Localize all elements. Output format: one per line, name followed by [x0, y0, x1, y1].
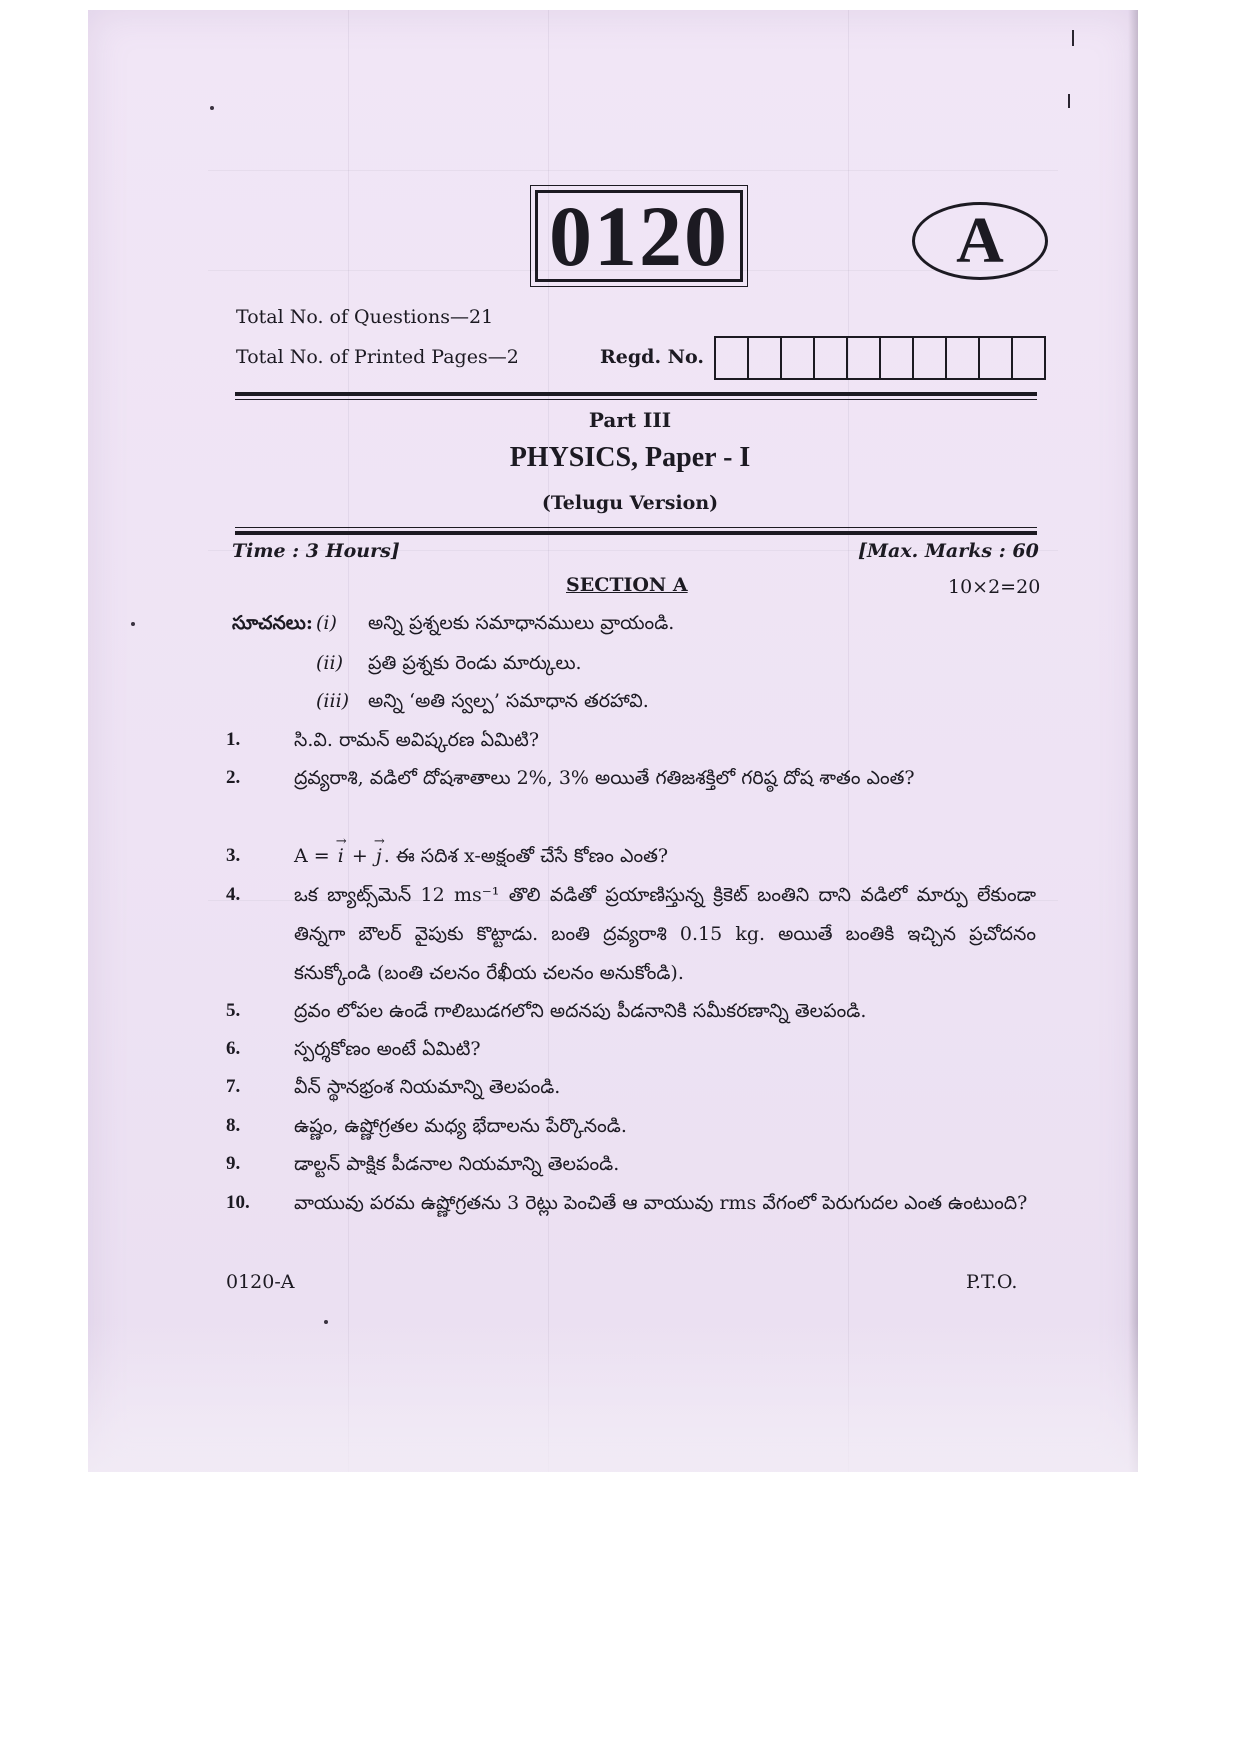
instruction-text: అన్ని ‘అతి స్వల్ప’ సమాధాన తరహావి.	[368, 690, 649, 712]
question-number: 3.	[226, 845, 241, 866]
question-text: . ఈ సదిశ x-అక్షంతో చేసే కోణం ఎంత?	[383, 845, 669, 867]
regd-digit-box	[747, 336, 782, 380]
scan-speck	[210, 106, 214, 110]
max-marks-label: [Max. Marks : 60	[858, 540, 1039, 562]
regd-digit-box	[912, 336, 947, 380]
instruction-num: (iii)	[316, 690, 350, 712]
section-heading: SECTION A	[566, 574, 688, 596]
header-rule	[235, 392, 1037, 396]
page-shadow	[1128, 10, 1138, 1472]
regd-digit-box	[846, 336, 881, 380]
page-fade	[88, 1322, 1138, 1472]
footer-code: 0120-A	[226, 1271, 295, 1293]
bleed-through-line	[208, 170, 1058, 171]
instructions-label: సూచనలు:	[232, 612, 313, 634]
question-number: 2.	[226, 767, 241, 788]
question-text: ఉష్ణం, ఉష్ణోగ్రతల మధ్య భేదాలను పేర్కొనండి.	[294, 1115, 627, 1137]
regd-digit-box	[879, 336, 914, 380]
vector-prefix: A =	[294, 845, 330, 867]
instruction-text: అన్ని ప్రశ్నలకు సమాధానములు వ్రాయండి.	[368, 612, 675, 634]
question-number: 4.	[226, 884, 241, 905]
total-questions: Total No. of Questions—21	[236, 306, 494, 328]
question-text: వీన్ స్థానభ్రంశ నియమాన్ని తెలపండి.	[294, 1076, 561, 1098]
instruction-num: (ii)	[316, 652, 343, 674]
question-text: ద్రవ్యరాశి, వడిలో దోషశాతాలు 2%, 3% అయితే గతిజశక్తిలో గరిష్ఠ దోష శాతం ఎంత?	[294, 767, 915, 789]
question-text: ద్రవం లోపల ఉండే గాలిబుడగలోని అదనపు పీడనానికి సమీకరణాన్ని తెలపండి.	[294, 1000, 867, 1022]
question-item	[226, 767, 1036, 847]
regd-digit-box	[813, 336, 848, 380]
regd-digit-box	[945, 336, 980, 380]
regd-digit-box	[1011, 336, 1046, 380]
meta-rule-thin	[235, 527, 1037, 528]
vector-plus: +	[351, 845, 368, 867]
instruction-text: ప్రతి ప్రశ్నకు రెండు మార్కులు.	[368, 652, 582, 674]
question-text-vector	[294, 837, 1036, 876]
regd-label: Regd. No.	[600, 346, 704, 368]
header-rule-thin	[235, 399, 1037, 400]
question-number: 9.	[226, 1153, 241, 1174]
scan-speck	[131, 622, 135, 626]
question-text: సి.వి. రామన్ అవిష్కరణ ఏమిటి?	[294, 729, 540, 751]
total-pages: Total No. of Printed Pages—2	[236, 346, 519, 368]
question-item	[226, 884, 1036, 1004]
question-item	[226, 1192, 1036, 1272]
question-number: 5.	[226, 1000, 241, 1021]
regd-digit-box	[714, 336, 749, 380]
question-text: స్పర్శకోణం అంటే ఏమిటి?	[294, 1038, 481, 1060]
question-text: డాల్టన్ పాక్షిక పీడనాల నియమాన్ని తెలపండి.	[294, 1153, 620, 1175]
subject-title: PHYSICS, Paper - I	[509, 442, 751, 473]
scan-mark	[1072, 30, 1074, 46]
part-label: Part III	[588, 408, 672, 432]
question-text: ఒక బ్యాట్స్‌మెన్ 12 ms⁻¹ తొలి వడితో ప్రయాణిస్తున్న క్రికెట్ బంతిని దాని వడిలో మార్పు లేకుండా తిన్నగా బౌలర్ వైపుకు కొట్టాడు. బంతి ద్రవ్యరాశి 0.15 kg. అయితే బంతికి ఇచ్చిన ప్రచోదనం కనుక్కోండి (బంతి చలనం రేఖీయ చలనం అనుకోండి).	[294, 884, 1036, 984]
vector-i: → i	[336, 837, 346, 876]
scan-mark	[1068, 94, 1070, 108]
time-label: Time : 3 Hours]	[232, 540, 400, 562]
regd-number-boxes	[716, 336, 1046, 380]
version-label: (Telugu Version)	[541, 492, 719, 514]
question-number: 1.	[226, 729, 241, 750]
series-oval: A	[912, 202, 1048, 280]
regd-digit-box	[780, 336, 815, 380]
section-marks: 10×2=20	[948, 576, 1041, 598]
regd-digit-box	[978, 336, 1013, 380]
meta-rule	[235, 531, 1037, 535]
question-number: 7.	[226, 1076, 241, 1097]
question-number: 6.	[226, 1038, 241, 1059]
footer-pto: P.T.O.	[966, 1271, 1018, 1293]
instruction-num: (i)	[316, 612, 337, 634]
question-number: 10.	[226, 1192, 250, 1213]
scan-speck	[324, 1320, 328, 1324]
paper-code-box: 0120	[535, 190, 743, 282]
vector-j: → j	[374, 837, 384, 876]
question-text: వాయువు పరమ ఉష్ణోగ్రతను 3 రెట్లు పెంచితే ఆ వాయువు rms వేగంలో పెరుగుదల ఎంత ఉంటుంది?	[294, 1192, 1028, 1214]
question-number: 8.	[226, 1115, 241, 1136]
